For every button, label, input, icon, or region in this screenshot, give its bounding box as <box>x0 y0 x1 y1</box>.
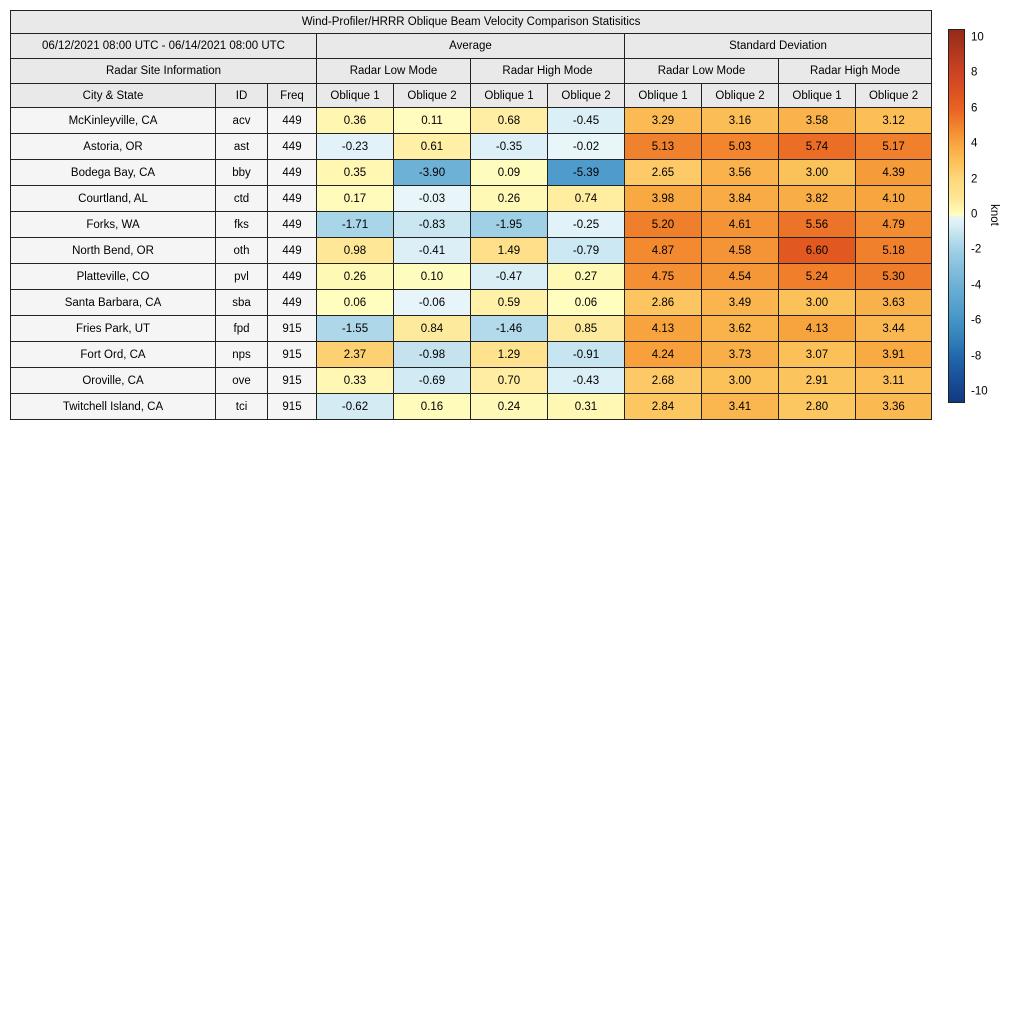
value-cell: 0.11 <box>394 108 471 134</box>
colorbar-gradient <box>948 29 965 403</box>
colorbar <box>948 29 1024 401</box>
table-row <box>11 368 932 394</box>
value-cell: -0.43 <box>548 368 625 394</box>
colorbar-tick-label: -8 <box>971 349 982 362</box>
value-cell: 0.36 <box>317 108 394 134</box>
freq-cell: 449 <box>268 160 317 186</box>
colorbar-tick-label: 6 <box>971 101 978 114</box>
value-cell: -5.39 <box>548 160 625 186</box>
value-cell: 3.49 <box>702 290 779 316</box>
value-cell: -0.98 <box>394 342 471 368</box>
freq-cell: 449 <box>268 186 317 212</box>
value-cell: 4.75 <box>625 264 702 290</box>
value-cell: -0.79 <box>548 238 625 264</box>
value-cell: -1.46 <box>471 316 548 342</box>
value-cell: -0.35 <box>471 134 548 160</box>
mode-header-avg-high: Radar High Mode <box>471 59 625 84</box>
freq-cell: 915 <box>268 394 317 420</box>
freq-cell: 449 <box>268 264 317 290</box>
id-cell: ctd <box>216 186 268 212</box>
value-cell: 0.06 <box>548 290 625 316</box>
value-cell: 3.07 <box>779 342 856 368</box>
value-cell: 5.13 <box>625 134 702 160</box>
table-row <box>11 342 932 368</box>
value-cell: 3.29 <box>625 108 702 134</box>
col-header-avg-low-oblique1: Oblique 1 <box>317 84 394 108</box>
value-cell: 0.98 <box>317 238 394 264</box>
colorbar-tick-label: -10 <box>971 385 988 398</box>
site-info-header: Radar Site Information <box>11 59 317 84</box>
city-cell: Santa Barbara, CA <box>11 290 216 316</box>
freq-cell: 449 <box>268 212 317 238</box>
colorbar-tick-label: 4 <box>971 137 978 150</box>
id-cell: fks <box>216 212 268 238</box>
value-cell: 2.84 <box>625 394 702 420</box>
colorbar-tick-label: 2 <box>971 172 978 185</box>
col-header-id: ID <box>216 84 268 108</box>
freq-cell: 915 <box>268 368 317 394</box>
value-cell: 0.61 <box>394 134 471 160</box>
value-cell: 2.80 <box>779 394 856 420</box>
freq-cell: 449 <box>268 238 317 264</box>
id-cell: ast <box>216 134 268 160</box>
value-cell: 3.91 <box>856 342 932 368</box>
value-cell: 4.79 <box>856 212 932 238</box>
value-cell: 0.27 <box>548 264 625 290</box>
table-row <box>11 290 932 316</box>
table-row <box>11 134 932 160</box>
value-cell: 3.58 <box>779 108 856 134</box>
value-cell: 0.06 <box>317 290 394 316</box>
col-header-std-high-oblique1: Oblique 1 <box>779 84 856 108</box>
value-cell: 3.12 <box>856 108 932 134</box>
colorbar-tick-label: -6 <box>971 314 982 327</box>
table-row <box>11 160 932 186</box>
value-cell: 3.00 <box>702 368 779 394</box>
value-cell: 0.09 <box>471 160 548 186</box>
id-cell: ove <box>216 368 268 394</box>
col-header-std-low-oblique2: Oblique 2 <box>702 84 779 108</box>
city-cell: Courtland, AL <box>11 186 216 212</box>
value-cell: 4.61 <box>702 212 779 238</box>
value-cell: 0.68 <box>471 108 548 134</box>
group-header-standard-deviation: Standard Deviation <box>625 34 932 59</box>
value-cell: 4.39 <box>856 160 932 186</box>
value-cell: 5.20 <box>625 212 702 238</box>
city-cell: North Bend, OR <box>11 238 216 264</box>
table-row <box>11 186 932 212</box>
table-body <box>11 108 932 420</box>
value-cell: 4.10 <box>856 186 932 212</box>
id-cell: bby <box>216 160 268 186</box>
city-cell: Twitchell Island, CA <box>11 394 216 420</box>
colorbar-tick-label: -4 <box>971 279 982 292</box>
value-cell: 3.11 <box>856 368 932 394</box>
value-cell: -0.69 <box>394 368 471 394</box>
colorbar-tick-label: -2 <box>971 243 982 256</box>
id-cell: pvl <box>216 264 268 290</box>
value-cell: -0.62 <box>317 394 394 420</box>
city-cell: Forks, WA <box>11 212 216 238</box>
value-cell: 3.00 <box>779 290 856 316</box>
value-cell: -3.90 <box>394 160 471 186</box>
value-cell: 3.36 <box>856 394 932 420</box>
id-cell: acv <box>216 108 268 134</box>
value-cell: 2.65 <box>625 160 702 186</box>
value-cell: -0.03 <box>394 186 471 212</box>
freq-cell: 915 <box>268 342 317 368</box>
city-cell: Fort Ord, CA <box>11 342 216 368</box>
id-cell: sba <box>216 290 268 316</box>
comparison-stats-table <box>10 10 932 420</box>
value-cell: 0.24 <box>471 394 548 420</box>
table-row <box>11 316 932 342</box>
value-cell: 2.37 <box>317 342 394 368</box>
value-cell: 5.74 <box>779 134 856 160</box>
col-header-city-state: City & State <box>11 84 216 108</box>
col-header-freq: Freq <box>268 84 317 108</box>
value-cell: 4.58 <box>702 238 779 264</box>
value-cell: 0.17 <box>317 186 394 212</box>
value-cell: -0.83 <box>394 212 471 238</box>
value-cell: 4.87 <box>625 238 702 264</box>
value-cell: 2.86 <box>625 290 702 316</box>
table-title: Wind-Profiler/HRRR Oblique Beam Velocity Comparison Statisitics <box>11 11 932 34</box>
value-cell: 3.73 <box>702 342 779 368</box>
value-cell: 5.24 <box>779 264 856 290</box>
id-cell: oth <box>216 238 268 264</box>
value-cell: 6.60 <box>779 238 856 264</box>
table-row <box>11 264 932 290</box>
value-cell: 5.30 <box>856 264 932 290</box>
value-cell: -0.02 <box>548 134 625 160</box>
value-cell: -1.95 <box>471 212 548 238</box>
value-cell: 3.62 <box>702 316 779 342</box>
value-cell: 0.16 <box>394 394 471 420</box>
value-cell: 2.91 <box>779 368 856 394</box>
value-cell: -0.41 <box>394 238 471 264</box>
city-cell: Bodega Bay, CA <box>11 160 216 186</box>
city-cell: Platteville, CO <box>11 264 216 290</box>
value-cell: 0.31 <box>548 394 625 420</box>
table-row <box>11 108 932 134</box>
value-cell: -1.71 <box>317 212 394 238</box>
colorbar-tick-label: 10 <box>971 31 984 44</box>
value-cell: 0.85 <box>548 316 625 342</box>
value-cell: 0.74 <box>548 186 625 212</box>
value-cell: 3.44 <box>856 316 932 342</box>
freq-cell: 449 <box>268 290 317 316</box>
freq-cell: 915 <box>268 316 317 342</box>
col-header-std-low-oblique1: Oblique 1 <box>625 84 702 108</box>
value-cell: -0.91 <box>548 342 625 368</box>
value-cell: 0.26 <box>471 186 548 212</box>
colorbar-tick-label: 0 <box>971 208 978 221</box>
colorbar-unit-label: knot <box>988 204 1000 226</box>
value-cell: -0.23 <box>317 134 394 160</box>
value-cell: -0.06 <box>394 290 471 316</box>
freq-cell: 449 <box>268 108 317 134</box>
value-cell: 0.33 <box>317 368 394 394</box>
value-cell: 3.82 <box>779 186 856 212</box>
value-cell: 0.10 <box>394 264 471 290</box>
value-cell: -0.45 <box>548 108 625 134</box>
value-cell: 5.18 <box>856 238 932 264</box>
group-header-average: Average <box>317 34 625 59</box>
value-cell: 3.41 <box>702 394 779 420</box>
col-header-avg-low-oblique2: Oblique 2 <box>394 84 471 108</box>
value-cell: -0.47 <box>471 264 548 290</box>
freq-cell: 449 <box>268 134 317 160</box>
value-cell: 0.26 <box>317 264 394 290</box>
colorbar-tick-label: 8 <box>971 66 978 79</box>
value-cell: 2.68 <box>625 368 702 394</box>
mode-header-std-high: Radar High Mode <box>779 59 932 84</box>
value-cell: 3.98 <box>625 186 702 212</box>
value-cell: 4.13 <box>625 316 702 342</box>
date-range: 06/12/2021 08:00 UTC - 06/14/2021 08:00 UTC <box>11 34 317 59</box>
value-cell: 4.54 <box>702 264 779 290</box>
value-cell: 3.00 <box>779 160 856 186</box>
value-cell: 3.16 <box>702 108 779 134</box>
value-cell: 5.17 <box>856 134 932 160</box>
value-cell: 0.59 <box>471 290 548 316</box>
id-cell: fpd <box>216 316 268 342</box>
col-header-avg-high-oblique2: Oblique 2 <box>548 84 625 108</box>
value-cell: 3.56 <box>702 160 779 186</box>
value-cell: -1.55 <box>317 316 394 342</box>
city-cell: Fries Park, UT <box>11 316 216 342</box>
mode-header-std-low: Radar Low Mode <box>625 59 779 84</box>
table-row <box>11 238 932 264</box>
value-cell: -0.25 <box>548 212 625 238</box>
value-cell: 1.49 <box>471 238 548 264</box>
value-cell: 4.24 <box>625 342 702 368</box>
table-row <box>11 394 932 420</box>
id-cell: nps <box>216 342 268 368</box>
value-cell: 0.35 <box>317 160 394 186</box>
value-cell: 0.70 <box>471 368 548 394</box>
id-cell: tci <box>216 394 268 420</box>
mode-header-avg-low: Radar Low Mode <box>317 59 471 84</box>
city-cell: Oroville, CA <box>11 368 216 394</box>
col-header-avg-high-oblique1: Oblique 1 <box>471 84 548 108</box>
col-header-std-high-oblique2: Oblique 2 <box>856 84 932 108</box>
value-cell: 0.84 <box>394 316 471 342</box>
value-cell: 5.03 <box>702 134 779 160</box>
value-cell: 4.13 <box>779 316 856 342</box>
city-cell: McKinleyville, CA <box>11 108 216 134</box>
value-cell: 5.56 <box>779 212 856 238</box>
value-cell: 3.84 <box>702 186 779 212</box>
value-cell: 1.29 <box>471 342 548 368</box>
table-row <box>11 212 932 238</box>
city-cell: Astoria, OR <box>11 134 216 160</box>
value-cell: 3.63 <box>856 290 932 316</box>
